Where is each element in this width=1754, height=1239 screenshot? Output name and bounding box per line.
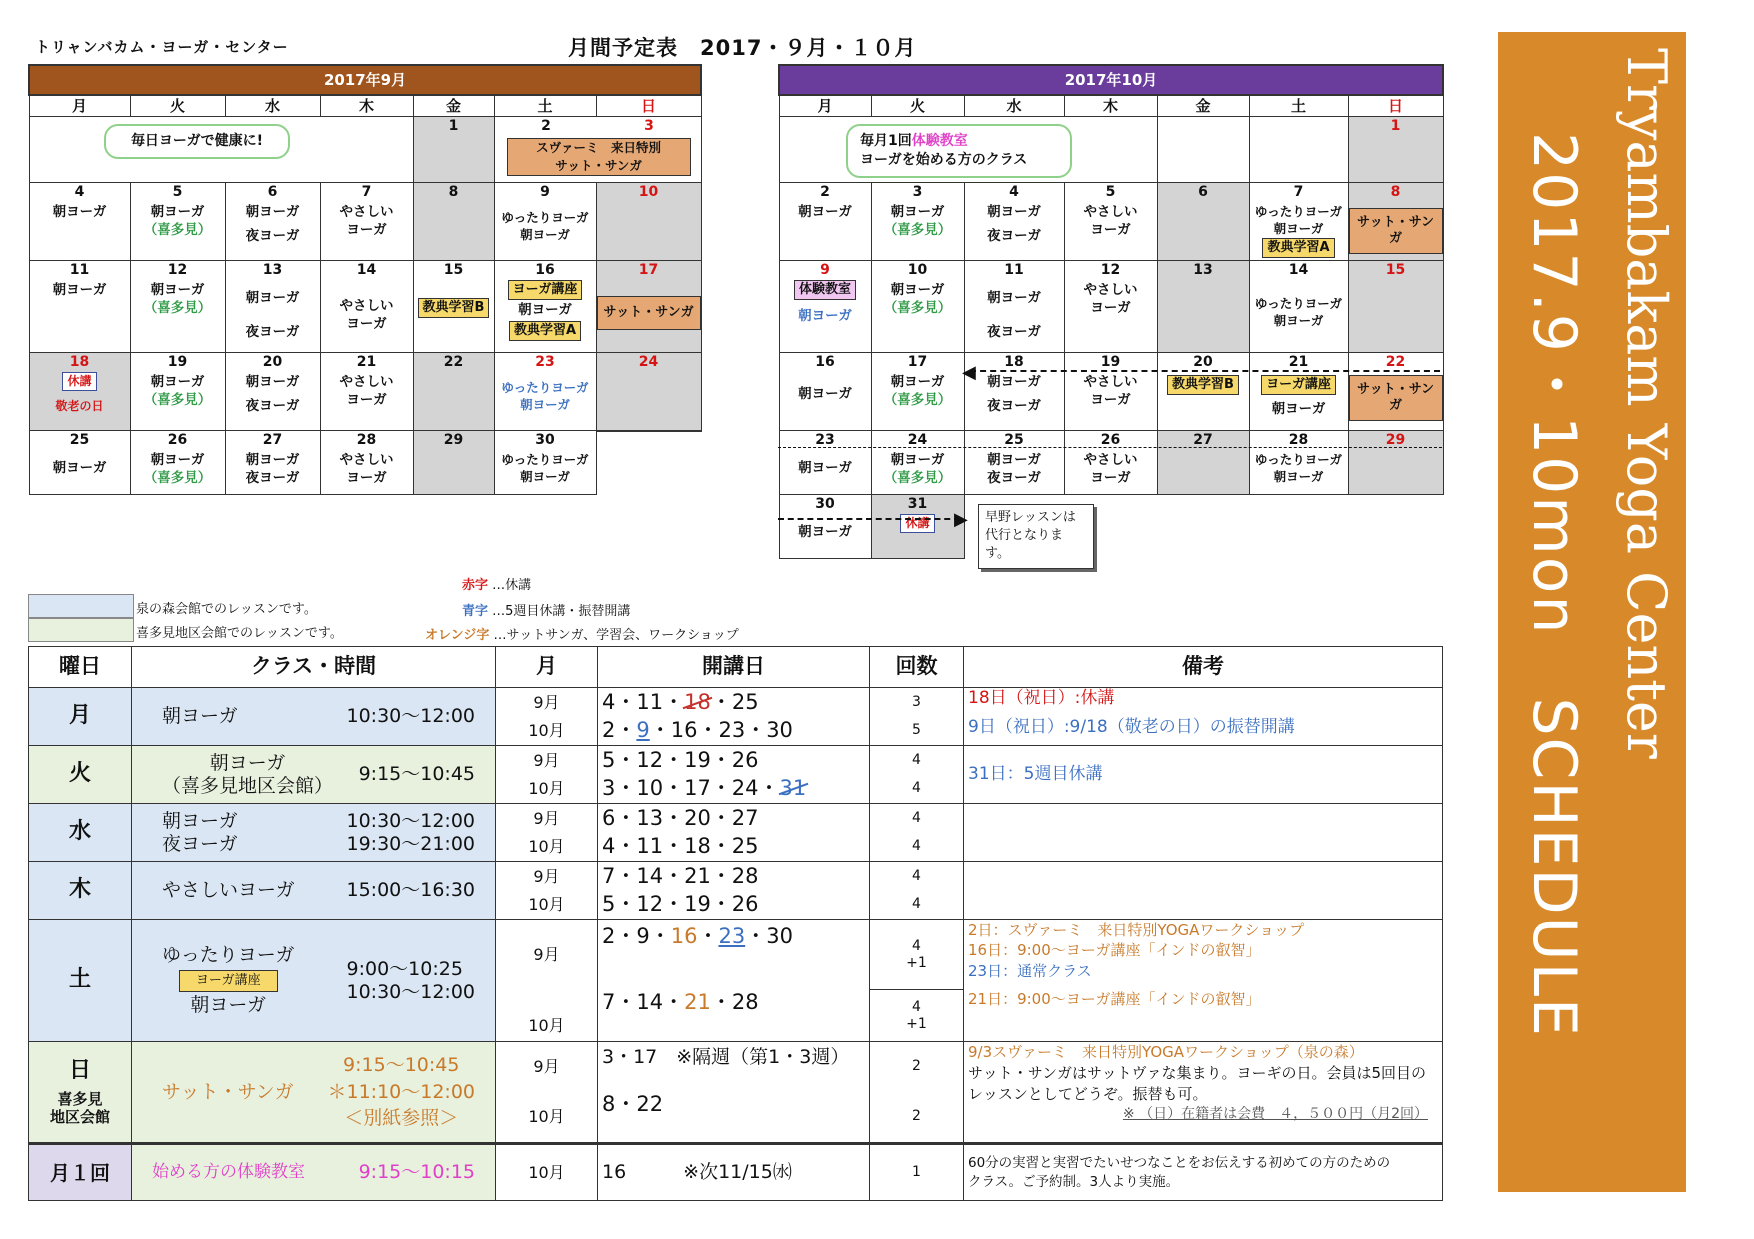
empty-cell — [596, 431, 701, 495]
day-cell: 18 休講 敬老の日 — [29, 353, 130, 431]
day-cell: 31 休講 — [871, 495, 964, 559]
sutra-study-b-tag: 教典学習B — [1167, 375, 1239, 395]
month-cell: 9月 — [496, 688, 598, 717]
day-cell: 16 朝ヨーガ — [779, 353, 871, 431]
weekday-fri: 金 — [1157, 95, 1249, 117]
day-label: 土 — [29, 920, 132, 1042]
class-time-cell: 朝ヨーガ 10:30～12:00 — [132, 688, 496, 746]
class-time-cell: サット・サンガ 9:15～10:45 ＊11:10～12:00 ＜別紙参照＞ — [132, 1042, 496, 1144]
sutra-study-b-tag: 教典学習B — [418, 298, 490, 318]
remark-cell: 9/3スヴァーミ 来日特別YOGAワークショップ（泉の森） サット・サンガはサットヴァな集まり。ヨーギの日。会員は5回目の レッスンとしてどうぞ。振替も可。 ※ （日）在籍者は会費 ４，５００円（月2回） — [964, 1042, 1443, 1144]
dates-cell: 4・11・18・25 — [598, 688, 870, 717]
day-cell: 12 やさしい ヨーガ — [1064, 261, 1157, 353]
remark-cell: 31日：5週目休講 — [964, 746, 1443, 804]
class-time-cell: ゆったりヨーガ ヨーガ講座 朝ヨーガ 9:00～10:25 10:30～12:00 — [132, 920, 496, 1042]
bubble-text: ヨーガを始める方のクラス — [860, 151, 1028, 168]
day-cell: 28 ゆったりヨーガ 朝ヨーガ — [1249, 431, 1348, 495]
day-cell: 25 朝ヨーガ — [29, 431, 130, 495]
legend-kitami: 喜多見地区会館でのレッスンです。 — [136, 626, 343, 641]
day-label: 月 — [29, 688, 132, 746]
day-cell: 4 朝ヨーガ 夜ヨーガ — [964, 183, 1064, 261]
day-cell: 9 体験教室 朝ヨーガ — [779, 261, 871, 353]
september-title: 2017年9月 — [29, 65, 701, 95]
day-cell: 17 朝ヨーガ （喜多見） — [871, 353, 964, 431]
day-cell: 7 やさしい ヨーガ — [320, 183, 413, 261]
swami-event-tag: スヴァーミ 来日特別 サット・サンガ — [507, 138, 691, 176]
dates-cell: 16 ※次11/15㈬ — [598, 1144, 870, 1201]
col-header: 月 — [496, 647, 598, 688]
substitute-arrow-line — [778, 518, 960, 520]
day-cell: 1 — [413, 117, 494, 183]
weekday-thu: 木 — [320, 95, 413, 117]
day-cell: 27 — [1157, 431, 1249, 495]
page-title: 月間予定表 2017・９月・１０月 — [568, 36, 917, 60]
table-row — [29, 862, 1443, 891]
day-cell: 3 朝ヨーガ （喜多見） — [871, 183, 964, 261]
count-cell: 4 — [870, 891, 964, 920]
empty-cell — [1157, 117, 1249, 183]
col-header: 備考 — [964, 647, 1443, 688]
count-cell: 3 — [870, 688, 964, 717]
arrow-head-right: ▶ — [954, 509, 968, 530]
count-cell: 4 — [870, 862, 964, 891]
day-cell: 11 朝ヨーガ 夜ヨーガ — [964, 261, 1064, 353]
org-name: トリャンバカム・ヨーガ・センター — [35, 38, 289, 56]
day-cell: 9 ゆったりヨーガ 朝ヨーガ — [494, 183, 596, 261]
col-header: 曜日 — [29, 647, 132, 688]
remark-cell: 60分の実習と実習でたいせつなことをお伝えする初めての方のための クラス。ご予約制。3人より実施。 — [964, 1144, 1443, 1201]
day-cell: 5 朝ヨーガ （喜多見） — [130, 183, 225, 261]
substitute-arrow-line — [778, 447, 1442, 448]
day-cell: 13 朝ヨーガ 夜ヨーガ — [225, 261, 320, 353]
weekday-sun: 日 — [596, 95, 701, 117]
col-header: クラス・時間 — [132, 647, 496, 688]
month-cell: 10月 — [496, 1144, 598, 1201]
yoga-course-tag: ヨーガ講座 — [179, 970, 278, 992]
day-label: 火 — [29, 746, 132, 804]
day-cell: 29 — [1348, 431, 1443, 495]
day-cell: 10 朝ヨーガ （喜多見） — [871, 261, 964, 353]
month-cell: 9月 — [496, 862, 598, 891]
day-cell: 26 朝ヨーガ （喜多見） — [130, 431, 225, 495]
count-cell: 4 +1 — [870, 920, 964, 990]
substitute-arrow-line — [970, 370, 1440, 372]
banner-schedule-label: 2017.9・10mon SCHEDULE — [1519, 132, 1589, 1038]
count-cell: 4 — [870, 746, 964, 775]
yoga-course-tag: ヨーガ講座 — [1261, 375, 1336, 395]
table-row — [29, 688, 1443, 717]
banner-center-name: Tryambakam Yoga Center — [1615, 48, 1678, 759]
remark-cell: 18日（祝日）:休講 — [964, 688, 1443, 717]
day-cell: 8 — [413, 183, 494, 261]
weekday-wed: 水 — [964, 95, 1064, 117]
satsang-tag: サット・サンガ — [1349, 375, 1443, 422]
day-cell: 22 — [413, 353, 494, 431]
day-cell: 4 朝ヨーガ — [29, 183, 130, 261]
day-cell: 18 朝ヨーガ 夜ヨーガ — [964, 353, 1064, 431]
day-label: 月１回 — [29, 1144, 132, 1201]
schedule-banner — [1498, 32, 1686, 1192]
day-cell: 29 — [413, 431, 494, 495]
dates-cell: 5・12・19・26 — [598, 746, 870, 775]
class-time-cell: 朝ヨーガ （喜多見地区会館） 9:15～10:45 — [132, 746, 496, 804]
substitute-note: 早野レッスンは代行となります。 — [978, 504, 1094, 569]
sutra-study-a-tag: 教典学習A — [1262, 238, 1334, 258]
october-title: 2017年10月 — [779, 65, 1443, 95]
satsang-tag: サット・サンガ — [1349, 208, 1443, 255]
closed-tag: 休講 — [62, 372, 96, 391]
dates-cell: 7・14・21・28 — [598, 862, 870, 891]
legend-orange: オレンジ字 …サットサンガ、学習会、ワークショップ — [425, 628, 739, 643]
kitami-color-swatch — [28, 618, 134, 642]
weekday-sun: 日 — [1348, 95, 1443, 117]
day-cell: 24 朝ヨーガ （喜多見） — [871, 431, 964, 495]
day-cell: 22 サット・サンガ — [1348, 353, 1443, 431]
count-cell: 4 — [870, 833, 964, 862]
dates-cell: 2・9・16・23・30 — [598, 920, 870, 990]
day-cell: 7 ゆったりヨーガ 朝ヨーガ 教典学習A — [1249, 183, 1348, 261]
day-cell: 25 朝ヨーガ 夜ヨーガ — [964, 431, 1064, 495]
month-cell: 10月 — [496, 775, 598, 804]
month-cell: 10月 — [496, 1092, 598, 1144]
col-header: 開講日 — [598, 647, 870, 688]
month-cell: 9月 — [496, 804, 598, 833]
september-slogan-bubble: 毎日ヨーガで健康に! — [104, 124, 290, 159]
day-cell: 21 やさしい ヨーガ — [320, 353, 413, 431]
day-cell: 13 — [1157, 261, 1249, 353]
legend-red: 赤字 …休講 — [462, 578, 532, 593]
dates-cell: 3・17 ※隔週（第1・3週） — [598, 1042, 870, 1092]
day-cell: 20 朝ヨーガ 夜ヨーガ — [225, 353, 320, 431]
month-cell: 9月 — [496, 1042, 598, 1092]
dates-cell: 8・22 — [598, 1092, 870, 1144]
day-cell: 15 教典学習B — [413, 261, 494, 353]
table-row — [29, 920, 1443, 990]
weekday-mon: 月 — [29, 95, 130, 117]
day-cell: 10 — [596, 183, 701, 261]
weekday-fri: 金 — [413, 95, 494, 117]
legend-blue: 青字 …5週目休講・振替開講 — [462, 604, 631, 619]
remark-cell — [964, 862, 1443, 920]
weekday-wed: 水 — [225, 95, 320, 117]
count-cell: 2 — [870, 1092, 964, 1144]
month-cell: 10月 — [496, 990, 598, 1042]
day-label: 日 喜多見 地区会館 — [29, 1042, 132, 1144]
day-cell: 1 — [1348, 117, 1443, 183]
sutra-study-a-tag: 教典学習A — [509, 321, 581, 341]
dates-cell: 7・14・21・28 — [598, 990, 870, 1042]
day-cell: 19 朝ヨーガ （喜多見） — [130, 353, 225, 431]
class-time-cell: 始める方の体験教室 9:15～10:15 — [132, 1144, 496, 1201]
day-cell: 6 朝ヨーガ 夜ヨーガ — [225, 183, 320, 261]
count-cell: 5 — [870, 717, 964, 746]
weekday-tue: 火 — [130, 95, 225, 117]
dates-cell: 5・12・19・26 — [598, 891, 870, 920]
closed-tag: 休講 — [900, 514, 934, 533]
day-cell: 16 ヨーガ講座 朝ヨーガ 教典学習A — [494, 261, 596, 353]
satsang-tag: サット・サンガ — [597, 296, 701, 330]
day-cell: 21 ヨーガ講座 朝ヨーガ — [1249, 353, 1348, 431]
schedule-table — [28, 646, 1443, 1201]
day-cell: 28 やさしい ヨーガ — [320, 431, 413, 495]
remark-cell: 9日（祝日）:9/18（敬老の日）の振替開講 — [964, 717, 1443, 746]
weekday-thu: 木 — [1064, 95, 1157, 117]
arrow-head-left: ◀ — [962, 362, 976, 383]
count-cell: 4 — [870, 775, 964, 804]
count-cell: 4 — [870, 804, 964, 833]
izumi-color-swatch — [28, 594, 134, 618]
legend-izumi: 泉の森会館でのレッスンです。 — [136, 602, 317, 617]
day-cell: 11 朝ヨーガ — [29, 261, 130, 353]
day-cell: 14 やさしい ヨーガ — [320, 261, 413, 353]
bubble-text: 毎月1回 — [860, 133, 912, 149]
bubble-highlight: 体験教室 — [911, 133, 968, 149]
day-cell: 12 朝ヨーガ （喜多見） — [130, 261, 225, 353]
table-row — [29, 746, 1443, 775]
yoga-course-tag: ヨーガ講座 — [508, 280, 583, 300]
remark-cell: 21日：9:00～ヨーガ講座「インドの叡智」 — [964, 990, 1443, 1042]
day-label: 水 — [29, 804, 132, 862]
dates-cell: 6・13・20・27 — [598, 804, 870, 833]
day-cell: 8 サット・サンガ — [1348, 183, 1443, 261]
table-row — [29, 1144, 1443, 1201]
dates-cell: 4・11・18・25 — [598, 833, 870, 862]
month-cell: 10月 — [496, 717, 598, 746]
month-cell: 10月 — [496, 833, 598, 862]
weekday-tue: 火 — [871, 95, 964, 117]
day-cell: 5 やさしい ヨーガ — [1064, 183, 1157, 261]
day-cell: 26 やさしい ヨーガ — [1064, 431, 1157, 495]
day-cell: 27 朝ヨーガ 夜ヨーガ — [225, 431, 320, 495]
day-cell: 30 朝ヨーガ — [779, 495, 871, 559]
day-cell: 23 朝ヨーガ — [779, 431, 871, 495]
day-cell: 20 教典学習B — [1157, 353, 1249, 431]
count-cell: 2 — [870, 1042, 964, 1092]
october-trial-bubble — [846, 124, 1072, 178]
table-row — [29, 1042, 1443, 1092]
class-time-cell: 朝ヨーガ 夜ヨーガ 10:30～12:00 19:30～21:00 — [132, 804, 496, 862]
day-cell: 19 やさしい ヨーガ — [1064, 353, 1157, 431]
count-cell: 1 — [870, 1144, 964, 1201]
month-cell: 9月 — [496, 920, 598, 990]
day-cell: 2 朝ヨーガ — [779, 183, 871, 261]
day-cell: 17 サット・サンガ — [596, 261, 701, 353]
table-row — [29, 804, 1443, 833]
month-cell: 10月 — [496, 891, 598, 920]
month-cell: 9月 — [496, 746, 598, 775]
dates-cell: 2・9・16・23・30 — [598, 717, 870, 746]
remark-cell: 2日：スヴァーミ 来日特別YOGAワークショップ 16日：9:00～ヨーガ講座「インドの叡智」 23日：通常クラス — [964, 920, 1443, 990]
dates-cell: 3・10・17・24・31 — [598, 775, 870, 804]
col-header: 回数 — [870, 647, 964, 688]
day-cell: 2 3 スヴァーミ 来日特別 サット・サンガ — [494, 117, 701, 183]
day-cell: 23 ゆったりヨーガ 朝ヨーガ — [494, 353, 596, 431]
day-label: 木 — [29, 862, 132, 920]
day-cell: 14 ゆったりヨーガ 朝ヨーガ — [1249, 261, 1348, 353]
day-cell: 24 — [596, 353, 701, 431]
weekday-mon: 月 — [779, 95, 871, 117]
count-cell: 4 +1 — [870, 990, 964, 1042]
class-time-cell: やさしいヨーガ 15:00～16:30 — [132, 862, 496, 920]
remark-cell — [964, 804, 1443, 862]
day-cell: 6 — [1157, 183, 1249, 261]
trial-class-tag: 体験教室 — [794, 280, 856, 300]
day-cell: 30 ゆったりヨーガ 朝ヨーガ — [494, 431, 596, 495]
weekday-sat: 土 — [1249, 95, 1348, 117]
weekday-sat: 土 — [494, 95, 596, 117]
day-cell: 15 — [1348, 261, 1443, 353]
empty-cell — [1249, 117, 1348, 183]
